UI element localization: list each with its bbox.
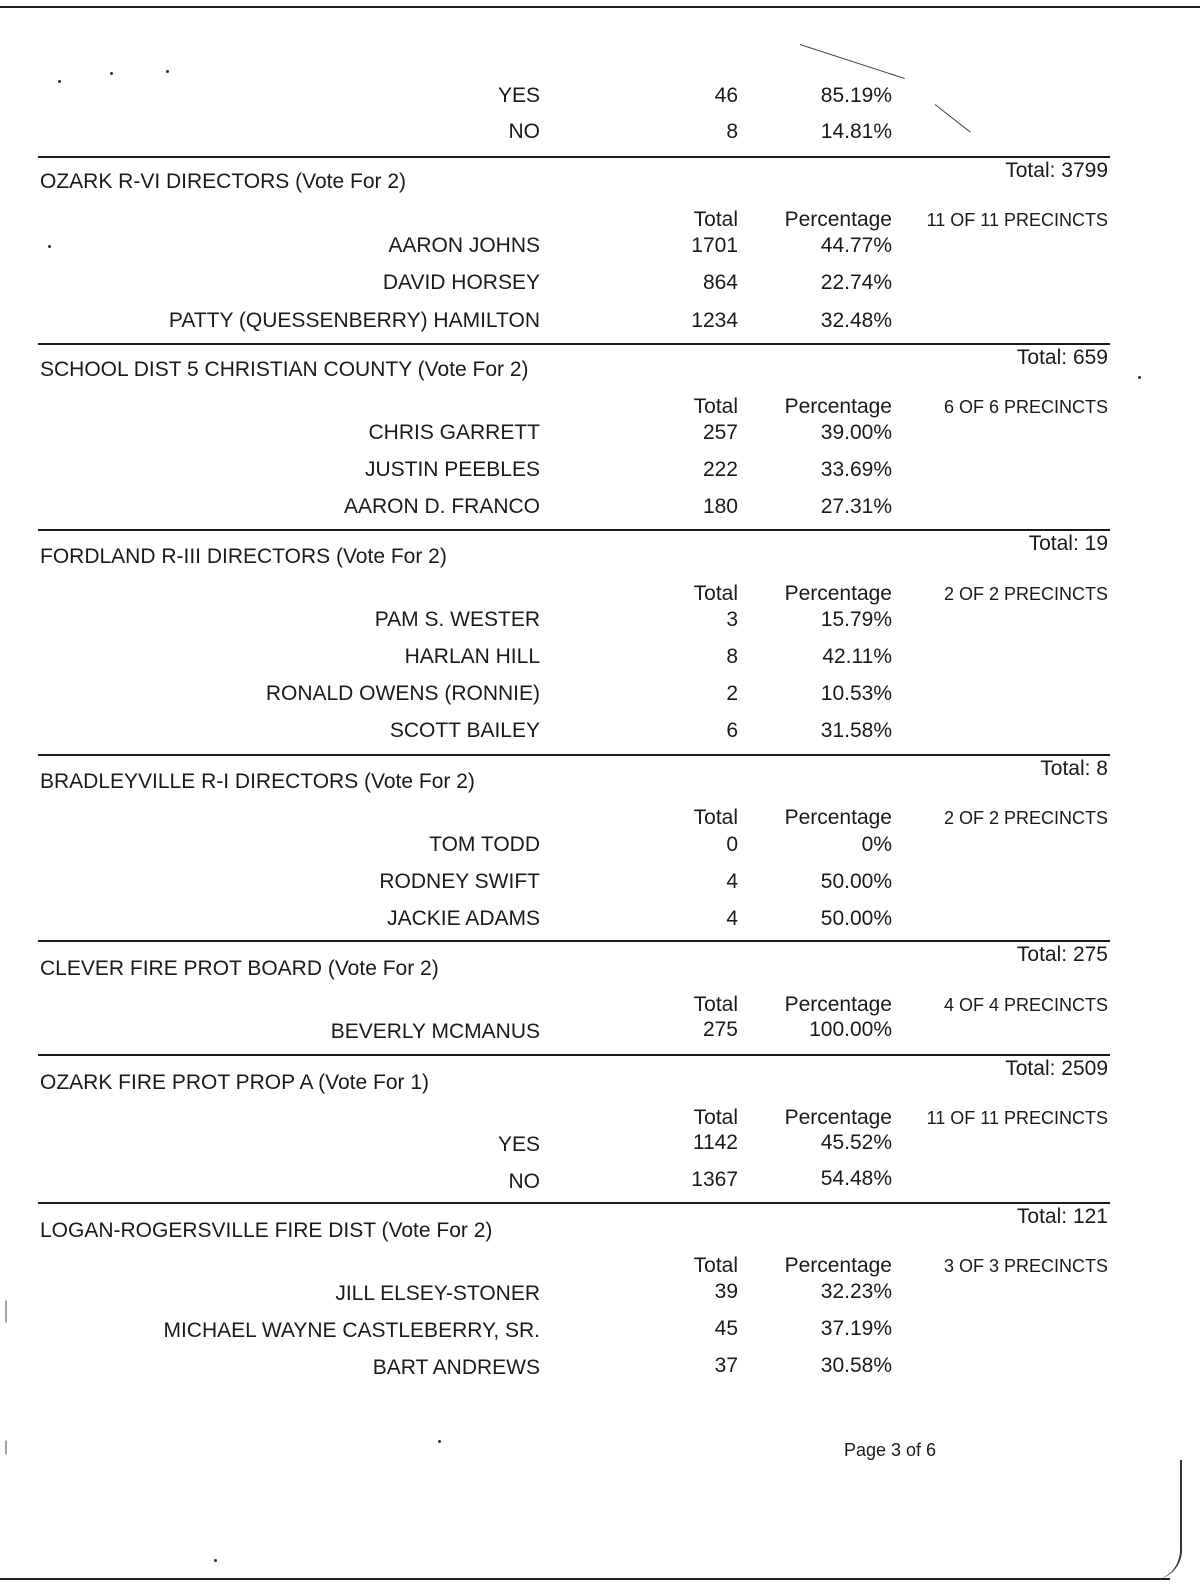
candidate-name: JUSTIN PEEBLES [364,458,540,481]
candidate-percentage: 32.23% [820,1280,892,1303]
scan-scratch [6,1301,7,1323]
precincts-reported: 6 OF 6 PRECINCTS [943,397,1108,417]
precincts-reported: 3 OF 3 PRECINCTS [943,1256,1108,1276]
race-title: CLEVER FIRE PROT BOARD (Vote For 2) [40,957,439,980]
candidate-percentage: 14.81% [820,120,892,143]
race-title: OZARK FIRE PROT PROP A (Vote For 1) [40,1071,430,1094]
candidate-percentage: 33.69% [820,458,892,481]
candidate-percentage: 45.52% [820,1131,892,1154]
column-header-percentage: Percentage [784,582,892,605]
candidate-total: 46 [714,84,738,107]
candidate-percentage: 32.48% [820,309,892,332]
column-header-total: Total [693,806,738,829]
candidate-name: CHRIS GARRETT [368,421,540,444]
race-title: FORDLAND R-III DIRECTORS (Vote For 2) [40,545,447,568]
race-total: Total: 659 [1016,346,1108,369]
candidate-total: 2 [726,682,738,705]
scan-speck [166,70,169,73]
race-total: Total: 2509 [1005,1057,1108,1080]
candidate-percentage: 22.74% [820,271,892,294]
race-total: Total: 3799 [1005,159,1108,182]
column-header-percentage: Percentage [784,208,892,231]
column-header-percentage: Percentage [784,395,892,418]
candidate-percentage: 10.53% [820,682,892,705]
candidate-name: PATTY (QUESSENBERRY) HAMILTON [168,309,540,332]
race-title: LOGAN-ROGERSVILLE FIRE DIST (Vote For 2) [40,1219,493,1242]
candidate-total: 45 [714,1317,738,1340]
column-header-percentage: Percentage [784,806,892,829]
candidate-total: 1367 [691,1168,738,1191]
precincts-reported: 2 OF 2 PRECINCTS [943,584,1108,604]
scan-speck [1138,376,1141,379]
column-header-total: Total [693,1254,738,1277]
scan-speck [110,72,113,75]
race-total: Total: 19 [1028,532,1108,555]
candidate-total: 257 [702,421,738,444]
candidate-name: JILL ELSEY-STONER [335,1282,540,1305]
candidate-percentage: 54.48% [820,1167,892,1190]
column-header-total: Total [693,993,738,1016]
precincts-reported: 11 OF 11 PRECINCTS [926,1108,1108,1128]
candidate-percentage: 42.11% [822,645,892,668]
candidate-name: NO [508,120,540,143]
candidate-total: 8 [726,120,738,143]
column-header-percentage: Percentage [784,1254,892,1277]
candidate-total: 1701 [691,234,738,257]
race-title: SCHOOL DIST 5 CHRISTIAN COUNTY (Vote For 2) [40,358,529,381]
race-title: OZARK R-VI DIRECTORS (Vote For 2) [40,170,407,193]
candidate-name: NO [508,1170,540,1193]
candidate-name: MICHAEL WAYNE CASTLEBERRY, SR. [163,1319,540,1342]
candidate-percentage: 44.77% [820,234,892,257]
candidate-percentage: 39.00% [820,421,892,444]
candidate-percentage: 27.31% [820,495,892,518]
column-header-total: Total [693,208,738,231]
candidate-name: BART ANDREWS [372,1356,540,1379]
column-header-total: Total [693,395,738,418]
candidate-name: PAM S. WESTER [374,608,540,631]
candidate-percentage: 85.19% [820,84,892,107]
column-header-total: Total [693,582,738,605]
candidate-total: 0 [726,833,738,856]
candidate-name: HARLAN HILL [404,645,540,668]
candidate-name: RONALD OWENS (RONNIE) [265,682,540,705]
precincts-reported: 2 OF 2 PRECINCTS [943,808,1108,828]
candidate-name: AARON JOHNS [388,234,540,257]
candidate-percentage: 31.58% [820,719,892,742]
scan-scratch [6,1441,7,1455]
scan-speck [58,80,61,83]
candidate-name: TOM TODD [429,833,540,856]
candidate-total: 3 [726,608,738,631]
candidate-name: AARON D. FRANCO [343,495,540,518]
candidate-total: 180 [702,495,738,518]
candidate-percentage: 30.58% [820,1354,892,1377]
candidate-total: 37 [714,1354,738,1377]
candidate-total: 222 [702,458,738,481]
candidate-name: RODNEY SWIFT [379,870,540,893]
candidate-total: 864 [702,271,738,294]
candidate-total: 8 [726,645,738,668]
candidate-percentage: 0% [861,833,892,856]
column-header-percentage: Percentage [784,1106,892,1129]
column-header-percentage: Percentage [784,993,892,1016]
candidate-percentage: 50.00% [820,870,892,893]
scan-speck [438,1440,441,1443]
scan-speck [48,245,51,248]
candidate-total: 39 [714,1280,738,1303]
race-total: Total: 8 [1040,757,1108,780]
candidate-name: DAVID HORSEY [382,271,540,294]
column-header-total: Total [693,1106,738,1129]
candidate-total: 4 [726,907,738,930]
candidate-name: JACKIE ADAMS [387,907,540,930]
candidate-name: BEVERLY MCMANUS [330,1020,540,1043]
bottom-edge-line [0,1578,1170,1580]
candidate-percentage: 100.00% [809,1018,892,1041]
scan-speck [214,1559,217,1562]
candidate-total: 275 [702,1018,738,1041]
top-edge-line [0,6,1200,8]
candidate-total: 1142 [692,1131,738,1154]
scan-scratch [935,104,971,132]
candidate-percentage: 37.19% [820,1317,892,1340]
candidate-name: SCOTT BAILEY [389,719,540,742]
race-total: Total: 275 [1016,943,1108,966]
candidate-total: 1234 [691,309,738,332]
page-number: Page 3 of 6 [843,1440,937,1460]
precincts-reported: 11 OF 11 PRECINCTS [926,210,1108,230]
precincts-reported: 4 OF 4 PRECINCTS [943,995,1108,1015]
race-total: Total: 121 [1016,1205,1108,1228]
candidate-total: 6 [726,719,738,742]
page-corner-curve [1150,1460,1182,1580]
candidate-percentage: 50.00% [820,907,892,930]
scan-scratch [800,44,905,79]
candidate-name: YES [497,1133,540,1156]
candidate-name: YES [497,84,540,107]
race-title: BRADLEYVILLE R-I DIRECTORS (Vote For 2) [40,770,475,793]
candidate-total: 4 [726,870,738,893]
candidate-percentage: 15.79% [820,608,892,631]
